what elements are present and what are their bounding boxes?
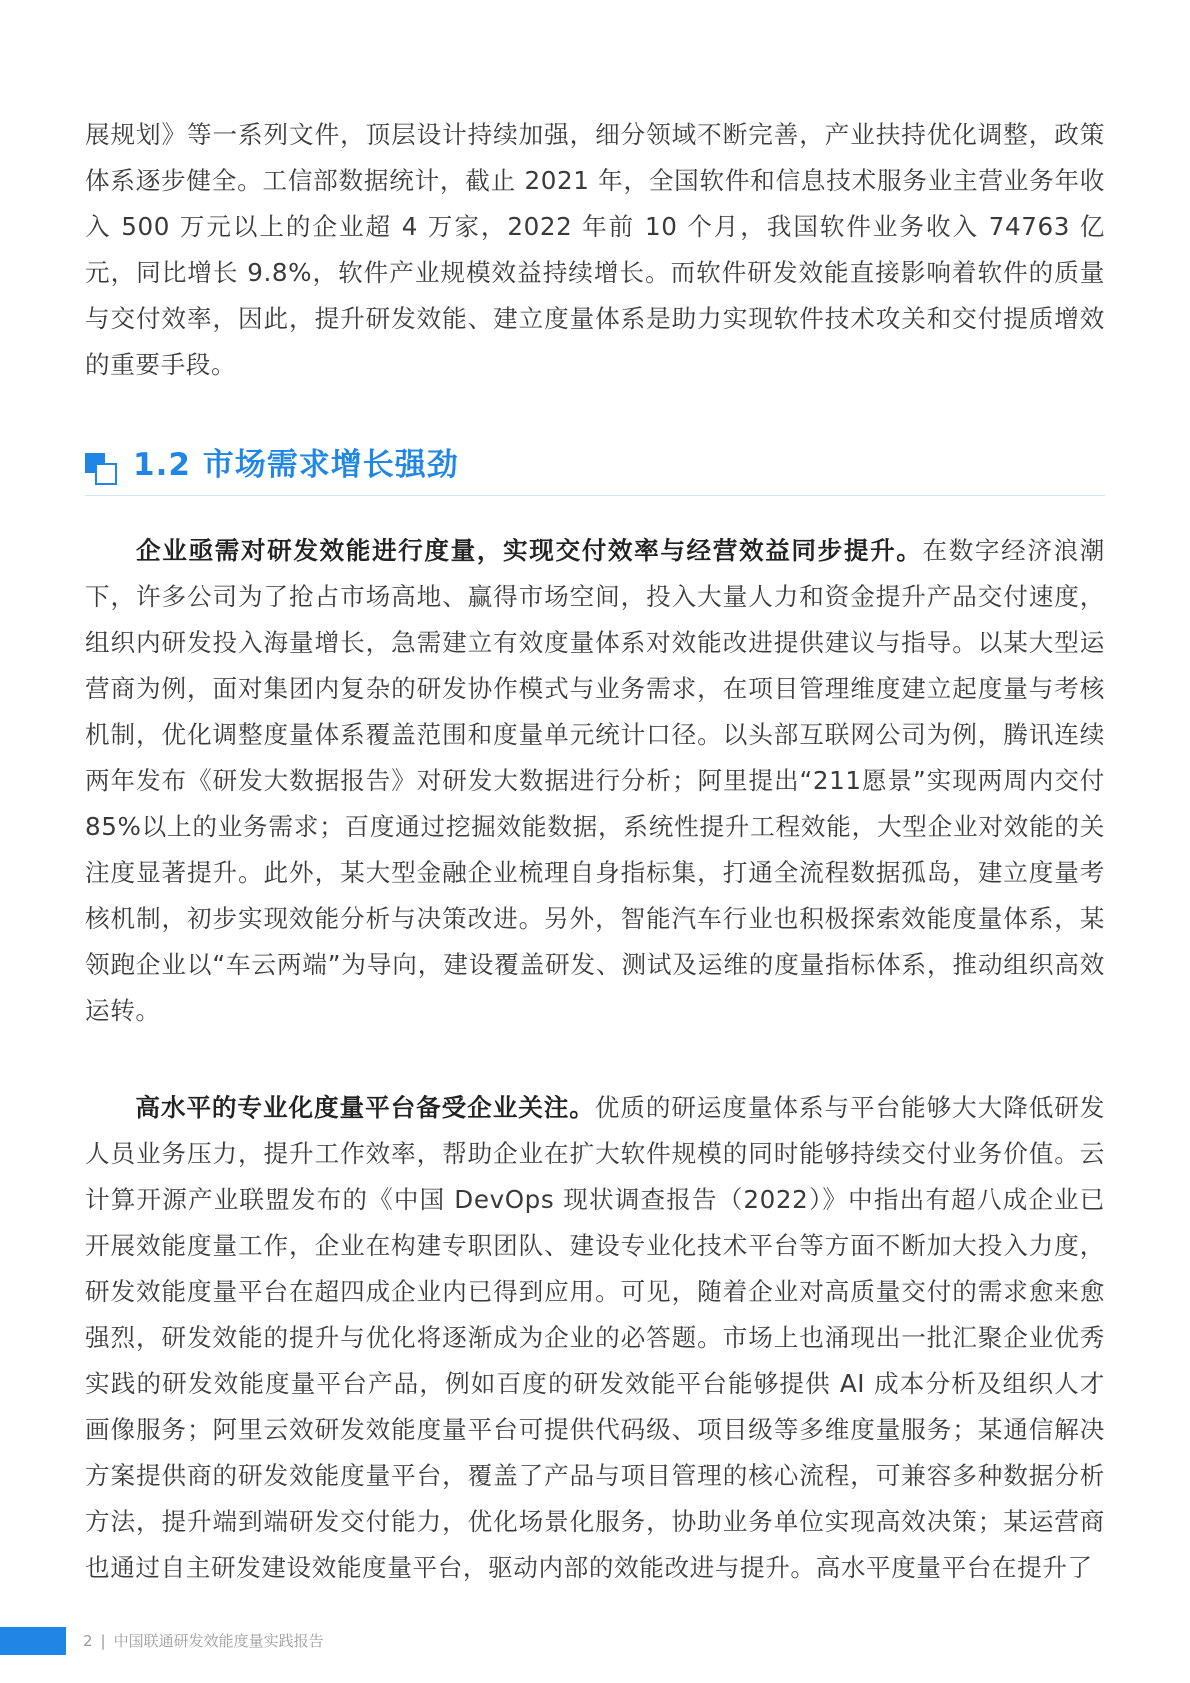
report-title: 中国联通研发效能度量实践报告 [113, 1632, 324, 1650]
footer-separator: | [100, 1632, 106, 1650]
section-title [133, 443, 459, 487]
footer-text [83, 1629, 324, 1653]
paragraph1-body: 在数字经济浪潮下，许多公司为了抢占市场高地、赢得市场空间，投入大量人力和资金提升产品交付速度，组织内研发投入海量增长，急需建立有效度量体系对效能改进提供建议与指导。以某大型运营商为例，面对集团内复杂的研发协作模式与业务需求，在项目管理维度建立起度量与考核机制，优化调整度量体系覆盖范围和度量单元统计口径。以头部互联网公司为例，腾讯连续两年发布《研发大数据报告》对研发大数据进行分析；阿里提出“211愿景”实现两周内交付85%以上的业务需求；百度通过挖掘效能数据，系统性提升工程效能，大型企业对效能的关注度显著提升。此外，某大型金融企业梳理自身指标集，打通全流程数据孤岛，建立度量考核机制，初步实现效能分析与决策改进。另外，智能汽车行业也积极探索效能度量体系，某领跑企业以“车云两端”为导向，建设覆盖研发、测试及运维的度量指标体系，推动组织高效运转。 [85, 536, 1105, 1025]
footer-accent-bar [0, 1627, 66, 1655]
page-footer [0, 1627, 1190, 1655]
paragraph-platform [85, 1085, 1105, 1591]
section-title-text: 市场需求增长强劲 [202, 447, 459, 483]
section-square-icon [85, 453, 117, 485]
paragraph1-lead: 企业亟需对研发效能进行度量，实现交付效率与经营效益同步提升。 [135, 536, 923, 565]
section-heading [85, 443, 1105, 496]
section-number: 1.2 [133, 447, 191, 483]
paragraph2-body: 优质的研运度量体系与平台能够大大降低研发人员业务压力，提升工作效率，帮助企业在扩大软件规模的同时能够持续交付业务价值。云计算开源产业联盟发布的《中国 DevOps 现状调查报告（2022）》中指出有超八成企业已开展效能度量工作，企业在构建专职团队、建设专业化技术平台等方面不断加大投入力度，研发效能度量平台在超四成企业内已得到应用。可见，随着企业对高质量交付的需求愈来愈强烈，研发效能的提升与优化将逐渐成为企业的必答题。市场上也涌现出一批汇聚企业优秀实践的研发效能度量平台产品，例如百度的研发效能平台能够提供 AI 成本分析及组织人才画像服务；阿里云效研发效能度量平台可提供代码级、项目级等多维度量服务；某通信解决方案提供商的研发效能度量平台，覆盖了产品与项目管理的核心流程，可兼容多种数据分析方法，提升端到端研发交付能力，优化场景化服务，协助业务单位实现高效决策；某运营商也通过自主研发建设效能度量平台，驱动内部的效能改进与提升。高水平度量平台在提升了 [85, 1093, 1105, 1582]
paragraph-market-measurement [85, 528, 1105, 1034]
paragraph2-lead: 高水平的专业化度量平台备受企业关注。 [135, 1093, 595, 1122]
intro-paragraph: 展规划》等一系列文件，顶层设计持续加强，细分领域不断完善，产业扶持优化调整，政策体系逐步健全。工信部数据统计，截止 2021 年，全国软件和信息技术服务业主营业务年收入 500 万元以上的企业超 4 万家，2022 年前 10 个月，我国软件业务收入 74763 亿元，同比增长 9.8%，软件产业规模效益持续增长。而软件研发效能直接影响着软件的质量与交付效率，因此，提升研发效能、建立度量体系是助力实现软件技术攻关和交付提质增效的重要手段。 [85, 120, 1105, 379]
page-number: 2 [83, 1632, 93, 1650]
